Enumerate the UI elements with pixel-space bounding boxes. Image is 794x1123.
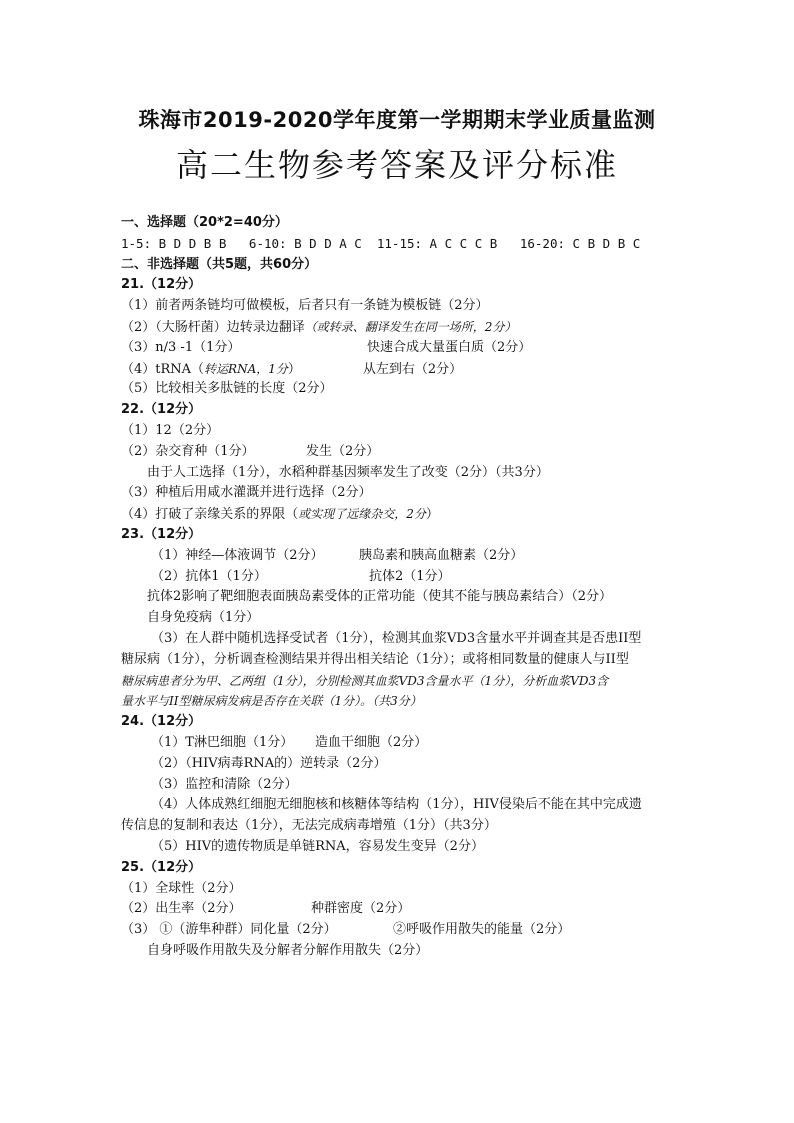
q21-line-4-part-a: （4）tRNA（ bbox=[121, 361, 205, 377]
q21-line-3-part-b: 快速合成大量蛋白质（2分） bbox=[367, 339, 532, 355]
q24-heading: 24.（12分） bbox=[121, 714, 202, 730]
q21-line-3 bbox=[121, 338, 691, 359]
q23-line-2-part-b: 抗体2（1分） bbox=[369, 568, 451, 584]
q23-line-8: 量水平与II型糖尿病发病是否存在关联（1分）。（共3分） bbox=[121, 694, 422, 709]
q22-line-5 bbox=[121, 504, 691, 525]
section-choice-heading: 一、选择题（20*2=40分） bbox=[121, 215, 288, 230]
q22-line-2-part-b: 发生（2分） bbox=[306, 443, 380, 459]
q22-line-4: （3）种植后用咸水灌溉并进行选择（2分） bbox=[121, 485, 372, 501]
q21-line-1: （1）前者两条链均可做模板，后者只有一条链为模板链（2分） bbox=[121, 298, 489, 314]
q24-line-4: （4）人体成熟红细胞无细胞核和核糖体等结构（1分），HIV侵染后不能在其中完成遗 bbox=[151, 797, 642, 813]
q21-line-2-note: （或转录、翻译发生在同一场所，2分） bbox=[304, 319, 517, 334]
q21-line-4-close: ） bbox=[287, 361, 301, 377]
q23-heading: 23.（12分） bbox=[121, 526, 202, 542]
q25-line-2 bbox=[121, 899, 691, 920]
q24-line-1-part-b: 造血干细胞（2分） bbox=[315, 734, 428, 750]
q23-line-1 bbox=[121, 546, 691, 567]
q23-line-1-part-b: 胰岛素和胰高血糖素（2分） bbox=[359, 547, 524, 563]
q22-line-3: 由于人工选择（1分），水稻种群基因频率发生了改变（2分）（共3分） bbox=[147, 464, 549, 480]
q24-line-1-part-a: （1）T淋巴细胞（1分） bbox=[151, 734, 294, 750]
q23-line-4: 自身免疫病（1分） bbox=[147, 610, 260, 626]
q24-line-1 bbox=[121, 733, 691, 754]
q25-line-3-part-a: （3） ①（游隼种群）同化量（2分） bbox=[121, 922, 337, 938]
q22-line-5-close: ） bbox=[425, 507, 439, 523]
q25-line-2-part-b: 种群密度（2分） bbox=[311, 901, 411, 917]
q22-line-5-main: （4）打破了亲缘关系的界限（ bbox=[121, 507, 299, 523]
q25-line-3 bbox=[121, 920, 691, 941]
q25-line-4: 自身呼吸作用散失及分解者分解作用散失（2分） bbox=[147, 942, 429, 958]
answer-body bbox=[121, 213, 691, 962]
q24-line-3: （3）监控和清除（2分） bbox=[151, 776, 298, 792]
q23-line-3: 抗体2影响了靶细胞表面胰岛素受体的正常功能（使其不能与胰岛素结合）（2分） bbox=[147, 589, 613, 605]
q24-line-5: 传信息的复制和表达（1分），无法完成病毒增殖（1分）（共3分） bbox=[121, 818, 497, 834]
q21-line-4-note: 转运RNA，1分 bbox=[204, 361, 288, 376]
q25-line-1: （1）全球性（2分） bbox=[121, 880, 242, 896]
q21-line-4-part-b: 从左到右（2分） bbox=[362, 361, 463, 377]
q24-line-6: （5）HIV的遗传物质是单链RNA，容易发生变异（2分） bbox=[151, 838, 484, 854]
q23-line-7: 糖尿病患者分为甲、乙两组（1分），分别检测其血浆VD3含量水平（1分），分析血浆VD3含 bbox=[121, 673, 609, 688]
q21-line-2 bbox=[121, 317, 691, 338]
q21-line-3-part-a: （3）n/3 -1（1分） bbox=[121, 339, 241, 355]
q25-line-3-part-b: ②呼吸作用散失的能量（2分） bbox=[393, 922, 571, 938]
q23-line-5: （3）在人群中随机选择受试者（1分），检测其血浆VD3含量水平并调查其是否患II型 bbox=[151, 630, 642, 646]
q23-line-2-part-a: （2）抗体1（1分） bbox=[151, 568, 267, 584]
q22-line-5-note: 或实现了远缘杂交，2分 bbox=[298, 507, 426, 522]
document-title: 珠海市2019-2020学年度第一学期期末学业质量监测 bbox=[138, 108, 656, 132]
q25-line-2-part-a: （2）出生率（2分） bbox=[121, 901, 242, 917]
q22-line-2-part-a: （2）杂交育种（1分） bbox=[121, 443, 255, 459]
document-subtitle: 高二生物参考答案及评分标准 bbox=[175, 146, 618, 184]
choice-answers: 1-5: B D D B B 6-10: B D D A C 11-15: A C C C B 16-20: C B D B C bbox=[121, 235, 641, 251]
q21-line-5: （5）比较相关多肽链的长度（2分） bbox=[121, 381, 333, 397]
q25-heading: 25.（12分） bbox=[121, 859, 202, 875]
q21-heading: 21.（12分） bbox=[121, 277, 202, 293]
q23-line-2 bbox=[121, 567, 691, 588]
q22-line-1: （1）12（2分） bbox=[121, 422, 220, 438]
q21-line-4 bbox=[121, 359, 691, 380]
q23-line-1-part-a: （1）神经—体液调节（2分） bbox=[151, 547, 324, 563]
q21-line-2-main: （2）（大肠杆菌）边转录边翻译 bbox=[121, 319, 305, 335]
q24-line-2: （2）（HIV病毒RNA的）逆转录（2分） bbox=[151, 755, 387, 771]
section-nonchoice-heading: 二、非选择题（共5题，共60分） bbox=[121, 256, 318, 272]
q22-heading: 22.（12分） bbox=[121, 402, 202, 418]
q22-line-2 bbox=[121, 442, 691, 463]
q23-line-6: 糖尿病（1分），分析调查检测结果并得出相关结论（1分）；或将相同数量的健康人与II型 bbox=[121, 651, 629, 667]
